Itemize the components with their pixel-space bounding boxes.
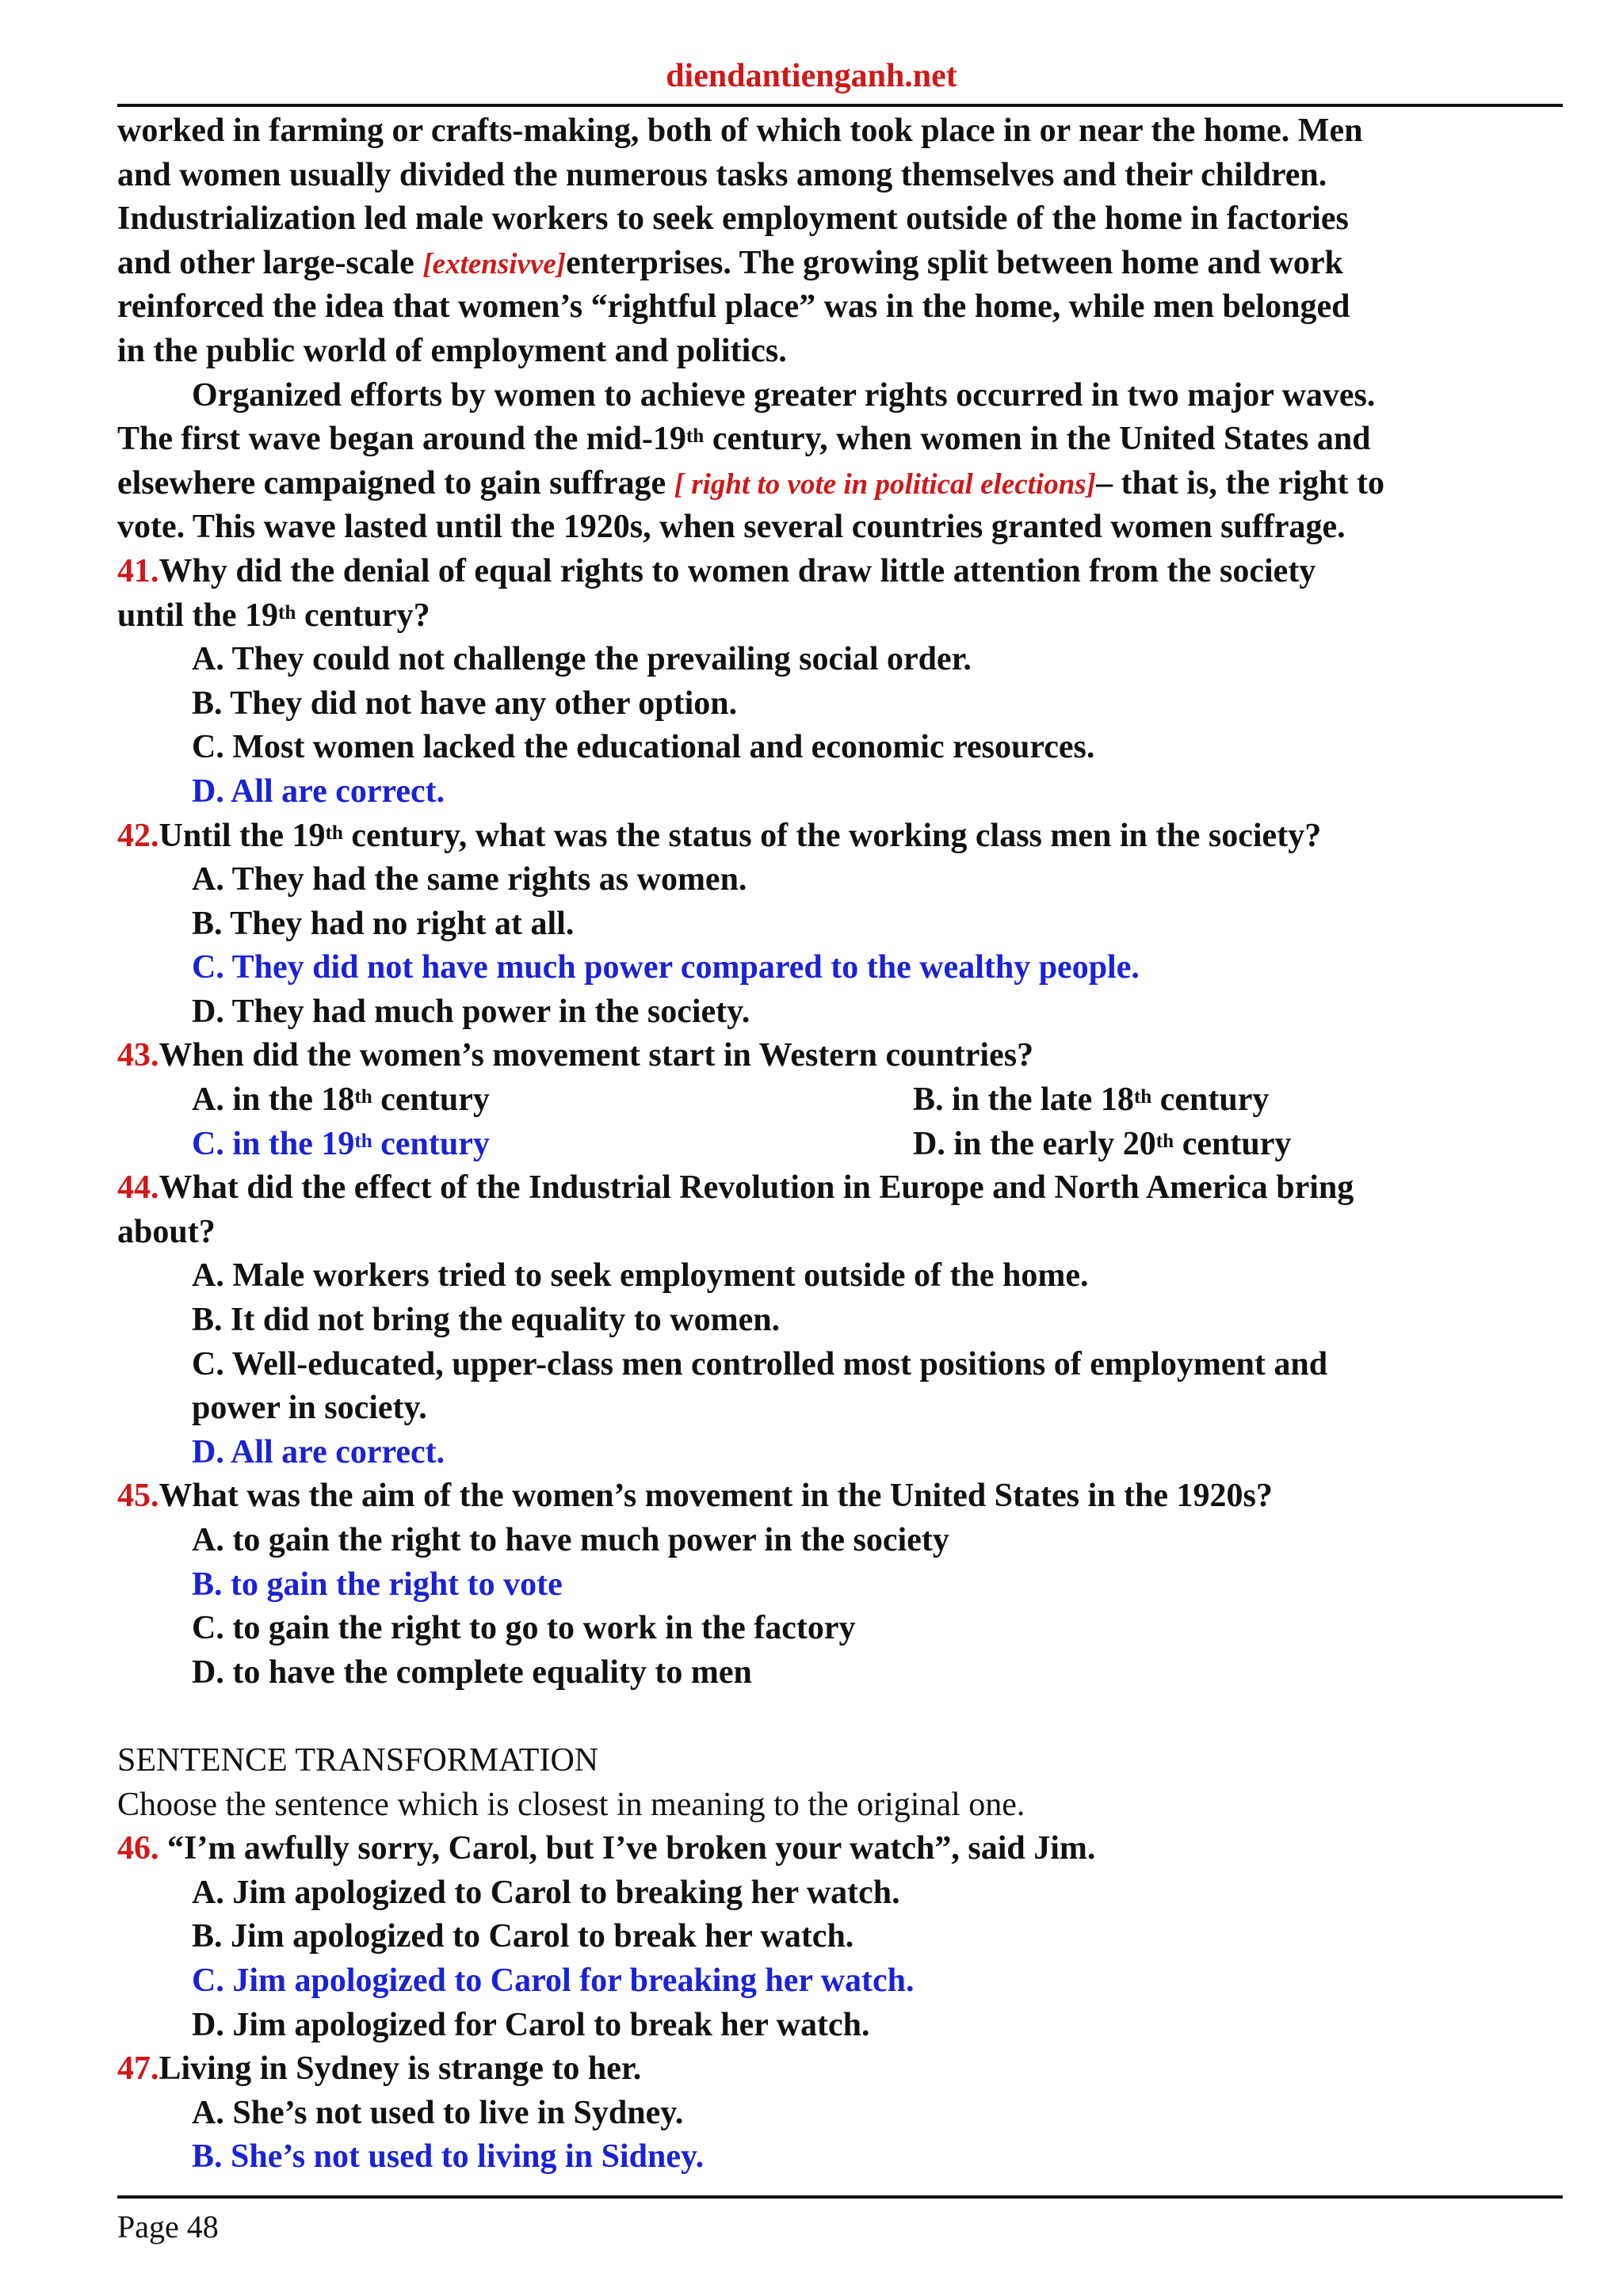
option-a: A. to gain the right to have much power in the society [192, 1522, 949, 1558]
superscript: th [1133, 1086, 1152, 1108]
footer-rule [117, 2195, 1563, 2199]
option-text: century [372, 1081, 490, 1119]
question-number: 46. [117, 1830, 159, 1867]
section-instruction: Choose the sentence which is closest in meaning to the original one. [117, 1786, 1025, 1823]
passage-line: in the public world of employment and politics. [117, 332, 787, 369]
question-text: Why did the denial of equal rights to women draw little attention from the society [158, 552, 1316, 589]
question-text: What was the aim of the women’s movement in the United States in the 1920s? [158, 1478, 1273, 1515]
question-text: until the 19 [117, 597, 279, 634]
question-41 [117, 550, 1568, 594]
option-c-answer [192, 1126, 490, 1162]
question-45 [117, 1474, 1568, 1519]
superscript: th [354, 1086, 372, 1108]
site-header: diendantienganh.net [666, 58, 957, 94]
option-b: B. It did not bring the equality to women. [192, 1302, 781, 1339]
option-text: A. in the 18 [192, 1081, 355, 1119]
question-number: 42. [117, 817, 159, 854]
question-number: 47. [117, 2050, 159, 2088]
passage-line: Organized efforts by women to achieve greater rights occurred in two major waves. [192, 376, 1376, 414]
passage-line [117, 418, 1568, 462]
option-d-answer: D. All are correct. [192, 1433, 445, 1470]
page-number: Page 48 [117, 2209, 219, 2245]
question-47 [117, 2047, 1568, 2092]
option-c: C. Well-educated, upper-class men controlled most positions of employment and [192, 1345, 1328, 1383]
option-d: D. to have the complete equality to men [192, 1653, 752, 1691]
header-rule [117, 104, 1563, 107]
question-text: When did the women’s movement start in Western countries? [158, 1037, 1034, 1074]
question-number: 41. [117, 552, 159, 589]
question-44-cont: about? [117, 1213, 216, 1250]
option-a [192, 1081, 490, 1118]
option-a: A. They could not challenge the prevailing social order. [192, 641, 972, 678]
option-text: century [1151, 1081, 1270, 1119]
option-text: D. in the early 20 [913, 1125, 1156, 1162]
question-number: 43. [117, 1037, 159, 1074]
question-text: Living in Sydney is strange to her. [158, 2050, 642, 2088]
passage-line: worked in farming or crafts-making, both of which took place in or near the home. Men [117, 113, 1363, 149]
question-44 [117, 1166, 1568, 1211]
options-row [117, 1123, 1568, 1167]
option-b-answer: B. to gain the right to vote [192, 1566, 563, 1603]
question-46 [117, 1827, 1568, 1871]
passage-line [117, 462, 1568, 506]
option-b: B. Jim apologized to Carol to break her watch. [192, 1918, 854, 1955]
option-b: B. They did not have any other option. [192, 685, 738, 722]
question-text: century, what was the status of the working class men in the society? [342, 817, 1322, 854]
question-42 [117, 814, 1568, 859]
option-c-answer: C. Jim apologized to Carol for breaking her watch. [192, 1962, 915, 1999]
question-number: 45. [117, 1478, 159, 1515]
question-41-cont [117, 594, 1568, 639]
option-b: B. They had no right at all. [192, 905, 575, 942]
question-text: century? [296, 597, 430, 634]
passage-text: enterprises. The growing split between home and work [566, 244, 1343, 281]
question-text: “I’m awfully sorry, Carol, but I’ve broken your watch”, said Jim. [158, 1830, 1096, 1867]
superscript: th [354, 1130, 372, 1152]
passage-text: and other large-scale [117, 244, 423, 281]
option-c-cont: power in society. [192, 1390, 427, 1427]
passage-text: – that is, the right to [1096, 464, 1384, 502]
option-c-answer: C. They did not have much power compared to the wealthy people. [192, 949, 1140, 986]
question-text: Until the 19 [158, 817, 326, 854]
spacer [117, 1695, 1568, 1739]
passage-line: reinforced the idea that women’s “rightful place” was in the home, while men belonged [117, 288, 1350, 326]
passage-text: The first wave began around the mid-19 [117, 421, 686, 458]
option-d: D. They had much power in the society. [192, 993, 750, 1030]
option-a: A. Jim apologized to Carol to breaking her watch. [192, 1874, 900, 1911]
options-row [117, 1078, 1568, 1123]
option-a: A. They had the same rights as women. [192, 861, 747, 898]
option-text: century [1174, 1125, 1292, 1162]
option-text: century [372, 1125, 490, 1162]
superscript: th [278, 601, 296, 624]
option-d: D. Jim apologized for Carol to break her watch. [192, 2006, 870, 2043]
page-content [117, 109, 1568, 2180]
option-c: C. Most women lacked the educational and economic resources. [192, 729, 1095, 766]
question-text: What did the effect of the Industrial Revolution in Europe and North America bring [158, 1169, 1354, 1207]
superscript: th [685, 425, 705, 448]
gloss-note: [ right to vote in political elections] [674, 467, 1096, 501]
option-b-answer: B. She’s not used to living in Sidney. [192, 2138, 705, 2176]
gloss-note: [extensivve] [422, 247, 567, 280]
option-text: B. in the late 18 [913, 1081, 1134, 1119]
passage-line [117, 242, 1568, 286]
option-a: A. Male workers tried to seek employment outside of the home. [192, 1257, 1089, 1295]
option-b [913, 1078, 1269, 1123]
section-title: SENTENCE TRANSFORMATION [117, 1741, 599, 1779]
passage-line: Industrialization led male workers to seek employment outside of the home in factories [117, 200, 1349, 238]
option-c: C. to gain the right to go to work in the factory [192, 1610, 856, 1647]
option-d-answer: D. All are correct. [192, 772, 445, 810]
passage-text: elsewhere campaigned to gain suffrage [117, 464, 674, 502]
passage-line: vote. This wave lasted until the 1920s, when several countries granted women suffrage. [117, 509, 1346, 546]
passage-line: and women usually divided the numerous tasks among themselves and their children. [117, 156, 1327, 193]
option-text: C. in the 19 [192, 1125, 355, 1162]
option-a: A. She’s not used to live in Sydney. [192, 2094, 684, 2131]
option-d [913, 1123, 1291, 1167]
superscript: th [325, 822, 343, 844]
passage-text: century, when women in the United States and [704, 421, 1371, 458]
question-number: 44. [117, 1169, 159, 1207]
superscript: th [1155, 1130, 1174, 1152]
question-43 [117, 1034, 1568, 1078]
